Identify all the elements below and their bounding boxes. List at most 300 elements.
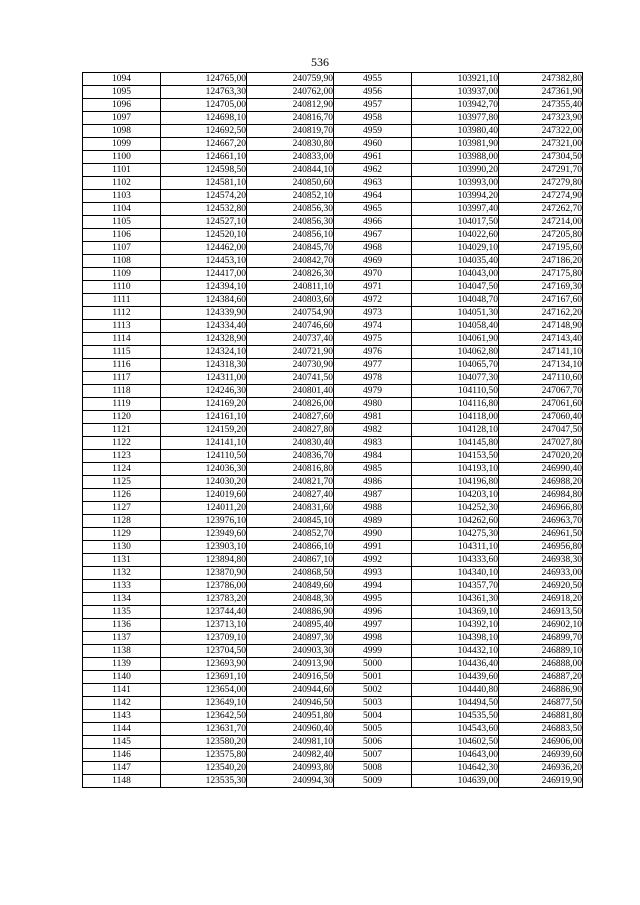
y-coordinate-cell: 247214,00 — [499, 216, 583, 229]
y-coordinate-cell: 240730,90 — [247, 359, 334, 372]
table-row — [83, 528, 583, 541]
point-number-cell: 4997 — [334, 619, 412, 632]
y-coordinate-cell: 240819,70 — [247, 125, 334, 138]
table-row — [83, 372, 583, 385]
y-coordinate-cell: 246918,20 — [499, 593, 583, 606]
x-coordinate-cell: 104392,10 — [412, 619, 499, 632]
y-coordinate-cell: 240826,30 — [247, 268, 334, 281]
y-coordinate-cell: 240830,80 — [247, 138, 334, 151]
table-row — [83, 125, 583, 138]
y-coordinate-cell: 247382,80 — [499, 73, 583, 86]
x-coordinate-cell: 124030,20 — [161, 476, 247, 489]
y-coordinate-cell: 246966,80 — [499, 502, 583, 515]
y-coordinate-cell: 247361,90 — [499, 86, 583, 99]
x-coordinate-cell: 104369,10 — [412, 606, 499, 619]
table-row — [83, 190, 583, 203]
point-number-cell: 1142 — [83, 697, 161, 710]
x-coordinate-cell: 123744,40 — [161, 606, 247, 619]
point-number-cell: 1108 — [83, 255, 161, 268]
x-coordinate-cell: 103942,70 — [412, 99, 499, 112]
y-coordinate-cell: 240886,90 — [247, 606, 334, 619]
point-number-cell: 1128 — [83, 515, 161, 528]
point-number-cell: 4956 — [334, 86, 412, 99]
table-row — [83, 424, 583, 437]
point-number-cell: 1121 — [83, 424, 161, 437]
x-coordinate-cell: 123654,00 — [161, 684, 247, 697]
y-coordinate-cell: 240960,40 — [247, 723, 334, 736]
x-coordinate-cell: 123642,50 — [161, 710, 247, 723]
x-coordinate-cell: 103981,90 — [412, 138, 499, 151]
y-coordinate-cell: 247167,60 — [499, 294, 583, 307]
x-coordinate-cell: 104022,60 — [412, 229, 499, 242]
table-row — [83, 385, 583, 398]
point-number-cell: 1118 — [83, 385, 161, 398]
table-row — [83, 697, 583, 710]
y-coordinate-cell: 246899,70 — [499, 632, 583, 645]
x-coordinate-cell: 103997,40 — [412, 203, 499, 216]
y-coordinate-cell: 240737,40 — [247, 333, 334, 346]
y-coordinate-cell: 240826,00 — [247, 398, 334, 411]
y-coordinate-cell: 247205,80 — [499, 229, 583, 242]
point-number-cell: 4966 — [334, 216, 412, 229]
point-number-cell: 4985 — [334, 463, 412, 476]
table-row — [83, 281, 583, 294]
point-number-cell: 4957 — [334, 99, 412, 112]
table-row — [83, 112, 583, 125]
x-coordinate-cell: 124661,10 — [161, 151, 247, 164]
table-row — [83, 177, 583, 190]
x-coordinate-cell: 123693,90 — [161, 658, 247, 671]
point-number-cell: 1100 — [83, 151, 161, 164]
y-coordinate-cell: 246990,40 — [499, 463, 583, 476]
point-number-cell: 1120 — [83, 411, 161, 424]
x-coordinate-cell: 104118,00 — [412, 411, 499, 424]
table-row — [83, 138, 583, 151]
table-row — [83, 723, 583, 736]
x-coordinate-cell: 104602,50 — [412, 736, 499, 749]
table-row — [83, 73, 583, 86]
x-coordinate-cell: 104153,50 — [412, 450, 499, 463]
point-number-cell: 1139 — [83, 658, 161, 671]
table-row — [83, 671, 583, 684]
x-coordinate-cell: 103980,40 — [412, 125, 499, 138]
x-coordinate-cell: 104029,10 — [412, 242, 499, 255]
x-coordinate-cell: 124667,20 — [161, 138, 247, 151]
table-row — [83, 86, 583, 99]
x-coordinate-cell: 103994,20 — [412, 190, 499, 203]
point-number-cell: 1096 — [83, 99, 161, 112]
x-coordinate-cell: 104436,40 — [412, 658, 499, 671]
table-row — [83, 450, 583, 463]
point-number-cell: 1102 — [83, 177, 161, 190]
y-coordinate-cell: 240868,50 — [247, 567, 334, 580]
x-coordinate-cell: 104252,30 — [412, 502, 499, 515]
y-coordinate-cell: 240951,80 — [247, 710, 334, 723]
x-coordinate-cell: 104361,30 — [412, 593, 499, 606]
y-coordinate-cell: 247067,70 — [499, 385, 583, 398]
y-coordinate-cell: 240844,10 — [247, 164, 334, 177]
x-coordinate-cell: 103988,00 — [412, 151, 499, 164]
point-number-cell: 1110 — [83, 281, 161, 294]
x-coordinate-cell: 123894,80 — [161, 554, 247, 567]
point-number-cell: 4977 — [334, 359, 412, 372]
x-coordinate-cell: 124705,00 — [161, 99, 247, 112]
y-coordinate-cell: 240867,10 — [247, 554, 334, 567]
x-coordinate-cell: 123631,70 — [161, 723, 247, 736]
x-coordinate-cell: 104440,80 — [412, 684, 499, 697]
table-row — [83, 164, 583, 177]
point-number-cell: 1147 — [83, 762, 161, 775]
point-number-cell: 1132 — [83, 567, 161, 580]
point-number-cell: 4999 — [334, 645, 412, 658]
x-coordinate-cell: 124246,30 — [161, 385, 247, 398]
y-coordinate-cell: 240842,70 — [247, 255, 334, 268]
x-coordinate-cell: 104062,80 — [412, 346, 499, 359]
y-coordinate-cell: 246913,50 — [499, 606, 583, 619]
point-number-cell: 1113 — [83, 320, 161, 333]
point-number-cell: 1146 — [83, 749, 161, 762]
table-row — [83, 476, 583, 489]
x-coordinate-cell: 104065,70 — [412, 359, 499, 372]
x-coordinate-cell: 124574,20 — [161, 190, 247, 203]
x-coordinate-cell: 124394,10 — [161, 281, 247, 294]
point-number-cell: 1105 — [83, 216, 161, 229]
y-coordinate-cell: 247321,00 — [499, 138, 583, 151]
y-coordinate-cell: 240866,10 — [247, 541, 334, 554]
y-coordinate-cell: 247143,40 — [499, 333, 583, 346]
table-row — [83, 229, 583, 242]
page-number: 536 — [311, 55, 329, 69]
table-row — [83, 567, 583, 580]
point-number-cell: 1143 — [83, 710, 161, 723]
y-coordinate-cell: 240816,70 — [247, 112, 334, 125]
point-number-cell: 1123 — [83, 450, 161, 463]
y-coordinate-cell: 240852,10 — [247, 190, 334, 203]
point-number-cell: 1115 — [83, 346, 161, 359]
x-coordinate-cell: 124334,40 — [161, 320, 247, 333]
y-coordinate-cell: 240849,60 — [247, 580, 334, 593]
y-coordinate-cell: 240916,50 — [247, 671, 334, 684]
point-number-cell: 4989 — [334, 515, 412, 528]
point-number-cell: 4976 — [334, 346, 412, 359]
point-number-cell: 4995 — [334, 593, 412, 606]
y-coordinate-cell: 247322,00 — [499, 125, 583, 138]
x-coordinate-cell: 123786,00 — [161, 580, 247, 593]
point-number-cell: 1141 — [83, 684, 161, 697]
table-row — [83, 749, 583, 762]
x-coordinate-cell: 104043,00 — [412, 268, 499, 281]
x-coordinate-cell: 123709,10 — [161, 632, 247, 645]
table-row — [83, 632, 583, 645]
y-coordinate-cell: 240856,30 — [247, 203, 334, 216]
point-number-cell: 4967 — [334, 229, 412, 242]
y-coordinate-cell: 240944,60 — [247, 684, 334, 697]
x-coordinate-cell: 123870,90 — [161, 567, 247, 580]
y-coordinate-cell: 247141,10 — [499, 346, 583, 359]
x-coordinate-cell: 124417,00 — [161, 268, 247, 281]
point-number-cell: 4994 — [334, 580, 412, 593]
y-coordinate-cell: 246919,90 — [499, 775, 583, 788]
y-coordinate-cell: 246906,00 — [499, 736, 583, 749]
y-coordinate-cell: 240845,70 — [247, 242, 334, 255]
x-coordinate-cell: 104432,10 — [412, 645, 499, 658]
y-coordinate-cell: 247279,80 — [499, 177, 583, 190]
point-number-cell: 5004 — [334, 710, 412, 723]
y-coordinate-cell: 247195,60 — [499, 242, 583, 255]
y-coordinate-cell: 240903,30 — [247, 645, 334, 658]
x-coordinate-cell: 104048,70 — [412, 294, 499, 307]
table-row — [83, 359, 583, 372]
x-coordinate-cell: 104145,80 — [412, 437, 499, 450]
y-coordinate-cell: 240897,30 — [247, 632, 334, 645]
table-row — [83, 268, 583, 281]
y-coordinate-cell: 240831,60 — [247, 502, 334, 515]
y-coordinate-cell: 247355,40 — [499, 99, 583, 112]
table-row — [83, 710, 583, 723]
point-number-cell: 4958 — [334, 112, 412, 125]
y-coordinate-cell: 240827,80 — [247, 424, 334, 437]
y-coordinate-cell: 246988,20 — [499, 476, 583, 489]
x-coordinate-cell: 124019,60 — [161, 489, 247, 502]
y-coordinate-cell: 240759,90 — [247, 73, 334, 86]
y-coordinate-cell: 246886,90 — [499, 684, 583, 697]
point-number-cell: 4974 — [334, 320, 412, 333]
x-coordinate-cell: 103937,00 — [412, 86, 499, 99]
x-coordinate-cell: 103990,20 — [412, 164, 499, 177]
x-coordinate-cell: 124339,90 — [161, 307, 247, 320]
x-coordinate-cell: 124318,30 — [161, 359, 247, 372]
y-coordinate-cell: 240821,70 — [247, 476, 334, 489]
x-coordinate-cell: 103921,10 — [412, 73, 499, 86]
y-coordinate-cell: 246936,20 — [499, 762, 583, 775]
point-number-cell: 1114 — [83, 333, 161, 346]
point-number-cell: 4962 — [334, 164, 412, 177]
point-number-cell: 1140 — [83, 671, 161, 684]
table-row — [83, 619, 583, 632]
y-coordinate-cell: 247110,60 — [499, 372, 583, 385]
x-coordinate-cell: 104311,10 — [412, 541, 499, 554]
point-number-cell: 4964 — [334, 190, 412, 203]
point-number-cell: 1127 — [83, 502, 161, 515]
point-number-cell: 1111 — [83, 294, 161, 307]
point-number-cell: 5009 — [334, 775, 412, 788]
point-number-cell: 1117 — [83, 372, 161, 385]
point-number-cell: 1107 — [83, 242, 161, 255]
point-number-cell: 5005 — [334, 723, 412, 736]
y-coordinate-cell: 247020,20 — [499, 450, 583, 463]
point-number-cell: 4981 — [334, 411, 412, 424]
x-coordinate-cell: 124311,00 — [161, 372, 247, 385]
point-number-cell: 4970 — [334, 268, 412, 281]
x-coordinate-cell: 124527,10 — [161, 216, 247, 229]
point-number-cell: 5007 — [334, 749, 412, 762]
x-coordinate-cell: 123691,10 — [161, 671, 247, 684]
point-number-cell: 4969 — [334, 255, 412, 268]
y-coordinate-cell: 240827,60 — [247, 411, 334, 424]
table-row — [83, 437, 583, 450]
y-coordinate-cell: 246887,20 — [499, 671, 583, 684]
y-coordinate-cell: 240811,10 — [247, 281, 334, 294]
point-number-cell: 4984 — [334, 450, 412, 463]
point-number-cell: 1133 — [83, 580, 161, 593]
x-coordinate-cell: 123649,10 — [161, 697, 247, 710]
table-row — [83, 255, 583, 268]
point-number-cell: 4973 — [334, 307, 412, 320]
point-number-cell: 4960 — [334, 138, 412, 151]
x-coordinate-cell: 123976,10 — [161, 515, 247, 528]
point-number-cell: 1109 — [83, 268, 161, 281]
y-coordinate-cell: 240856,30 — [247, 216, 334, 229]
y-coordinate-cell: 247175,80 — [499, 268, 583, 281]
point-number-cell: 1097 — [83, 112, 161, 125]
x-coordinate-cell: 104017,50 — [412, 216, 499, 229]
table-row — [83, 99, 583, 112]
table-row — [83, 775, 583, 788]
y-coordinate-cell: 240836,70 — [247, 450, 334, 463]
point-number-cell: 5001 — [334, 671, 412, 684]
y-coordinate-cell: 247291,70 — [499, 164, 583, 177]
point-number-cell: 4991 — [334, 541, 412, 554]
table-row — [83, 658, 583, 671]
y-coordinate-cell: 247027,80 — [499, 437, 583, 450]
x-coordinate-cell: 124453,10 — [161, 255, 247, 268]
x-coordinate-cell: 104543,60 — [412, 723, 499, 736]
y-coordinate-cell: 240993,80 — [247, 762, 334, 775]
x-coordinate-cell: 104110,50 — [412, 385, 499, 398]
x-coordinate-cell: 124520,10 — [161, 229, 247, 242]
table-row — [83, 333, 583, 346]
table-row — [83, 515, 583, 528]
point-number-cell: 1112 — [83, 307, 161, 320]
x-coordinate-cell: 103993,00 — [412, 177, 499, 190]
x-coordinate-cell: 104439,60 — [412, 671, 499, 684]
x-coordinate-cell: 124324,10 — [161, 346, 247, 359]
y-coordinate-cell: 240746,60 — [247, 320, 334, 333]
table-row — [83, 320, 583, 333]
y-coordinate-cell: 240913,90 — [247, 658, 334, 671]
table-row — [83, 489, 583, 502]
y-coordinate-cell: 240827,40 — [247, 489, 334, 502]
x-coordinate-cell: 124698,10 — [161, 112, 247, 125]
table-row — [83, 307, 583, 320]
x-coordinate-cell: 123580,20 — [161, 736, 247, 749]
point-number-cell: 1135 — [83, 606, 161, 619]
point-number-cell: 4987 — [334, 489, 412, 502]
x-coordinate-cell: 124384,60 — [161, 294, 247, 307]
x-coordinate-cell: 124328,90 — [161, 333, 247, 346]
table-row — [83, 645, 583, 658]
x-coordinate-cell: 123783,20 — [161, 593, 247, 606]
table-row — [83, 502, 583, 515]
point-number-cell: 4963 — [334, 177, 412, 190]
table-row — [83, 294, 583, 307]
x-coordinate-cell: 123540,20 — [161, 762, 247, 775]
y-coordinate-cell: 246888,00 — [499, 658, 583, 671]
x-coordinate-cell: 124036,30 — [161, 463, 247, 476]
y-coordinate-cell: 246984,80 — [499, 489, 583, 502]
x-coordinate-cell: 104340,10 — [412, 567, 499, 580]
point-number-cell: 1095 — [83, 86, 161, 99]
y-coordinate-cell: 240803,60 — [247, 294, 334, 307]
point-number-cell: 4975 — [334, 333, 412, 346]
y-coordinate-cell: 246883,50 — [499, 723, 583, 736]
point-number-cell: 1129 — [83, 528, 161, 541]
point-number-cell: 4971 — [334, 281, 412, 294]
y-coordinate-cell: 240816,80 — [247, 463, 334, 476]
x-coordinate-cell: 104333,60 — [412, 554, 499, 567]
point-number-cell: 4978 — [334, 372, 412, 385]
x-coordinate-cell: 124532,80 — [161, 203, 247, 216]
x-coordinate-cell: 104077,30 — [412, 372, 499, 385]
table-row — [83, 463, 583, 476]
x-coordinate-cell: 104275,30 — [412, 528, 499, 541]
table-row — [83, 151, 583, 164]
point-number-cell: 4972 — [334, 294, 412, 307]
y-coordinate-cell: 240830,40 — [247, 437, 334, 450]
point-number-cell: 5008 — [334, 762, 412, 775]
x-coordinate-cell: 104061,90 — [412, 333, 499, 346]
point-number-cell: 1136 — [83, 619, 161, 632]
y-coordinate-cell: 247047,50 — [499, 424, 583, 437]
x-coordinate-cell: 123949,60 — [161, 528, 247, 541]
point-number-cell: 1148 — [83, 775, 161, 788]
x-coordinate-cell: 124110,50 — [161, 450, 247, 463]
table-row — [83, 736, 583, 749]
x-coordinate-cell: 104193,10 — [412, 463, 499, 476]
y-coordinate-cell: 247134,10 — [499, 359, 583, 372]
point-number-cell: 1125 — [83, 476, 161, 489]
x-coordinate-cell: 104058,40 — [412, 320, 499, 333]
x-coordinate-cell: 104051,30 — [412, 307, 499, 320]
table-row — [83, 541, 583, 554]
y-coordinate-cell: 240754,90 — [247, 307, 334, 320]
y-coordinate-cell: 247262,70 — [499, 203, 583, 216]
point-number-cell: 1106 — [83, 229, 161, 242]
y-coordinate-cell: 247061,60 — [499, 398, 583, 411]
y-coordinate-cell: 246920,50 — [499, 580, 583, 593]
x-coordinate-cell: 104035,40 — [412, 255, 499, 268]
x-coordinate-cell: 123535,30 — [161, 775, 247, 788]
y-coordinate-cell: 240741,50 — [247, 372, 334, 385]
point-number-cell: 4968 — [334, 242, 412, 255]
x-coordinate-cell: 124011,20 — [161, 502, 247, 515]
point-number-cell: 1122 — [83, 437, 161, 450]
x-coordinate-cell: 124692,50 — [161, 125, 247, 138]
x-coordinate-cell: 104196,80 — [412, 476, 499, 489]
point-number-cell: 4980 — [334, 398, 412, 411]
y-coordinate-cell: 247162,20 — [499, 307, 583, 320]
x-coordinate-cell: 124159,20 — [161, 424, 247, 437]
point-number-cell: 1126 — [83, 489, 161, 502]
y-coordinate-cell: 246963,70 — [499, 515, 583, 528]
point-number-cell: 1130 — [83, 541, 161, 554]
x-coordinate-cell: 104128,10 — [412, 424, 499, 437]
x-coordinate-cell: 104116,80 — [412, 398, 499, 411]
y-coordinate-cell: 246939,60 — [499, 749, 583, 762]
point-number-cell: 4996 — [334, 606, 412, 619]
table-row — [83, 398, 583, 411]
x-coordinate-cell: 104643,00 — [412, 749, 499, 762]
x-coordinate-cell: 104398,10 — [412, 632, 499, 645]
x-coordinate-cell: 124161,10 — [161, 411, 247, 424]
point-number-cell: 1134 — [83, 593, 161, 606]
point-number-cell: 5003 — [334, 697, 412, 710]
y-coordinate-cell: 240848,30 — [247, 593, 334, 606]
x-coordinate-cell: 104047,50 — [412, 281, 499, 294]
point-number-cell: 1116 — [83, 359, 161, 372]
x-coordinate-cell: 104642,30 — [412, 762, 499, 775]
y-coordinate-cell: 240762,00 — [247, 86, 334, 99]
